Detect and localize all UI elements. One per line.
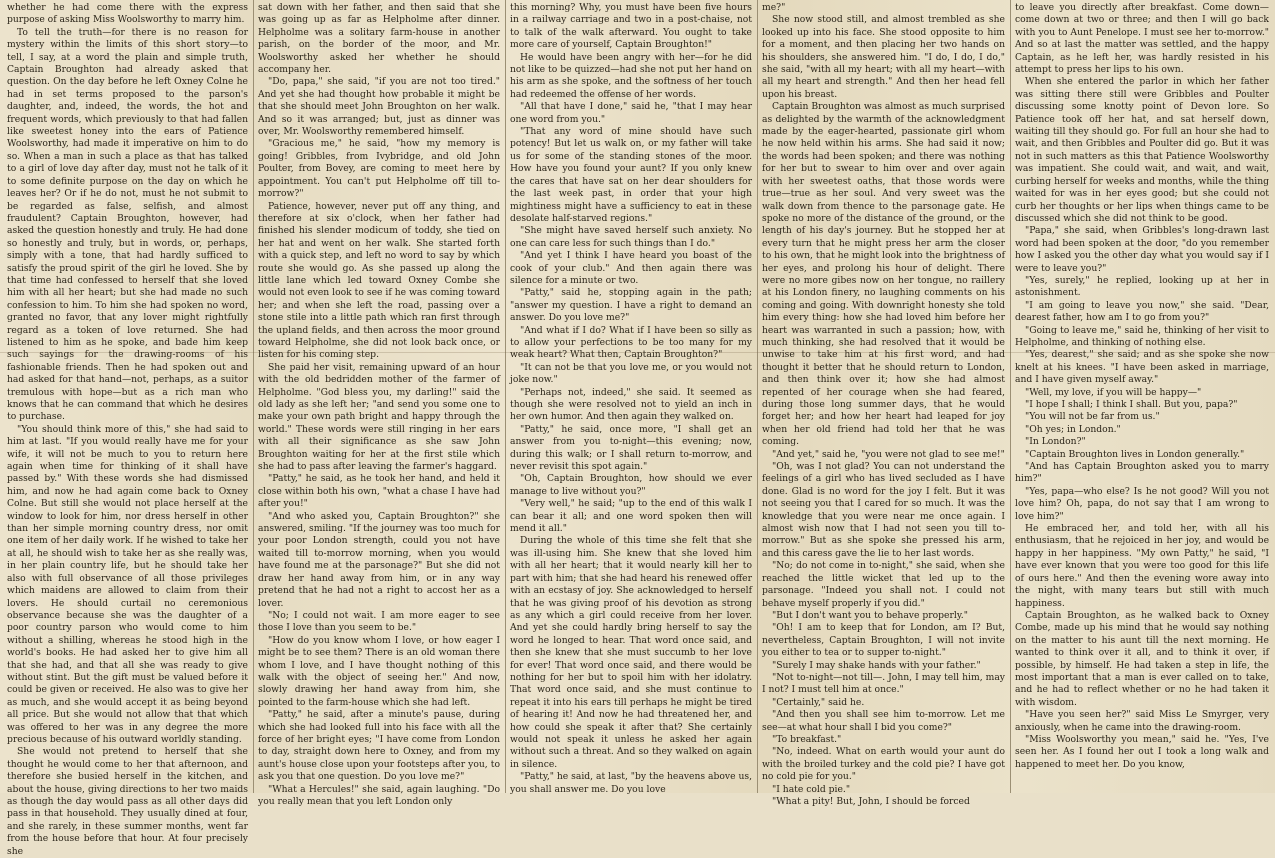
paragraph: "You will not be far from us." (1025, 411, 1160, 423)
paragraph: "Oh, was I not glad? You can not understand the feelings of a girl who has lived secluded as I have done. Glad is no word for the joy I felt. But it was not seeing you that I cared for so much. It was the knowledge that you were near me once again. I almost wish now that I had not seen you till to-morrow." But as she spoke she pressed his arm, and this caress gave the lie to her last words. (762, 461, 1005, 559)
paragraph: "Surely I may shake hands with your father." (772, 659, 981, 671)
paragraph: "Patty," he said, as he took her hand, and held it close within both his own, "what a chase I have had after you!" (258, 473, 500, 510)
paragraph: "And yet," said he, "you were not glad to see me!" (772, 448, 1005, 460)
paragraph: me?" (762, 2, 786, 13)
paragraph: He embraced her, and told her, with all his enthusiasm, that he rejoiced in her joy, and would be happy in her happiness. "My own Patty," he said, "I have ever known that you were too good for this life of ours here." And then the evening wore away into the night, with many tears but still with much happiness. (1015, 523, 1269, 609)
column-4 (759, 0, 1008, 807)
paragraph: "To breakfast." (772, 733, 842, 745)
paragraph: She would not pretend to herself that she thought he would come to her that afternoon, and therefore she busied herself in the kitchen, and about the house, giving directions to her two maids as though the day would pass as all other days did pass in that household. They usually dined at four, and she rarely, in these summer months, went far from the house before that hour. At four precisely she (7, 746, 248, 857)
paragraph: "Do, papa," she said, "if you are not too tired." And yet she had thought how probable it might be that she should meet John Broughton on her walk. And so it was arranged; but, just as dinner was over, Mr. Woolsworthy remembered himself. (258, 76, 500, 138)
paragraph: "And yet I think I have heard you boast of the cook of your club." And then again there was silence for a minute or two. (510, 250, 752, 286)
paragraph: "Well, my love, if you will be happy—" (1025, 386, 1202, 398)
column-2 (255, 0, 503, 807)
paragraph: "She might have saved herself such anxiety. No one can care less for such things than I do." (510, 225, 752, 249)
paragraph: "Not to-night—not till—. John, I may tell him, may I not? I must tell him at once." (762, 671, 1005, 696)
paragraph: Captain Broughton, as he walked back to Oxney Combe, made up his mind that he would say nothing on the matter to his aunt till the next morning. He wanted to think over it all, and to think it over, if possible, by himself. He had taken a step in life, the most important that a man is ever called on to take, and he had to reflect whether or no he had taken it with wisdom. (1015, 609, 1269, 708)
paragraph: "Papa," she said, when Gribbles's long-drawn last word had been spoken at the door, "do you remember how I asked you the other day what you would say if I were to leave you?" (1015, 225, 1269, 274)
paragraph: "I hope I shall; I think I shall. But you, papa?" (1025, 399, 1238, 410)
paragraph: "And has Captain Broughton asked you to marry him?" (1015, 461, 1269, 485)
paragraph: Captain Broughton was almost as much surprised as delighted by the warmth of the acknowledgment made by the eager-hearted, passionate girl whom he now held within his arms. She had said it now; the words had been spoken; and there was nothing for her but to swear to him over and over again with her sweetest oaths, that those words were true—true as her soul. And very sweet was the walk down from thence to the parsonage gate. He spoke no more of the distance of the ground, or the length of his day's journey. But he stopped her at every turn that he might press her arm the closer to his own, that he might look into the brightness of her eyes, and prolong his hour of delight. There were no more gibes now on her tongue, no raillery at his London finery, no laughing comments on his coming and going. With downright honesty she told him every thing: how she had loved him before her heart was warranted in such a passion; how, with much thinking, she had resolved that it would be unwise to take him at his first word, and had thought it better that he should return to London, and then think over it; how she had almost repented of her courage when she had feared, during those long summer days, that he would forget her; and how her heart had leaped for joy when her old friend had told her that he was coming. (762, 101, 1005, 448)
paragraph: She now stood still, and almost trembled as she looked up into his face. She stood opposite to him for a moment, and then placing her two hands on his shoulders, she answered him. "I do, I do, I do," she said, "with all my heart; with all my heart—with all my heart and strength." And then her head fell upon his breast. (762, 14, 1005, 100)
paragraph: "Certainly," said he. (772, 696, 865, 708)
paragraph: To tell the truth—for there is no reason for mystery within the limits of this short story—to tell, I say, at a word the plain and simple truth, Captain Broughton had already asked that question. On the day before he left Oxney Colne he had in set terms proposed to the parson's daughter, and, indeed, the words, the hot and frequent words, which previously to that had fallen like sweetest honey into the ears of Patience Woolsworthy, had made it imperative on him to do so. When a man in such a place as that has talked to a girl of love day after day, must not he talk of it to some definite purpose on the day on which he leaves her? Or if he do not, must he not submit to be regarded as false, selfish, and almost fraudulent? Captain Broughton, however, had asked the question honestly and truly. He had done so honestly and truly, but in words, or, perhaps, simply with a tone, that had hardly sufficed to satisfy the proud spirit of the girl he loved. She by that time had confessed to herself that she loved him with all her heart; but she had made no such confession to him. To him she had spoken no word, granted no favor, that any lover might rightfully regard as a token of love returned. She had listened to him as he spoke, and bade him keep such sayings for the drawing-rooms of his fashionable friends. Then he had spoken out and had asked for that hand—not, perhaps, as a suitor tremulous with hope—but as a rich man who knows that he can command that which he desires to purchase. (7, 26, 248, 423)
paragraph: She paid her visit, remaining upward of an hour with the old bedridden mother of the farmer of Helpholme. "God bless you, my darling!" said the old lady as she left her; "and send you some one to make your own path bright and happy through the world." These words were still ringing in her ears with all their significance as she saw John Broughton waiting for her at the first stile which she had to pass after leaving the farmer's haggard. (258, 361, 500, 473)
paragraph: "Oh yes; in London." (1025, 423, 1121, 435)
paragraph: "Patty," he said, once more, "I shall get an answer from you to-night—this evening; now, during this walk; or I shall return to-morrow, and never revisit this spot again." (510, 423, 752, 473)
paragraph: to leave you directly after breakfast. Come down—come down at two or three; and then I will go back with you to Aunt Penelope. I must see her to-morrow." And so at last the matter was settled, and the happy Captain, as he left her, was hardly resisted in his attempt to press her lips to his own. (1015, 2, 1269, 76)
column-1 (4, 0, 251, 857)
paragraph: "All that have I done," said he, "that I may hear one word from you." (510, 101, 752, 125)
paragraph: "I am going to leave you now," she said. "Dear, dearest father, how am I to go from you?" (1015, 299, 1269, 324)
paragraph: "In London?" (1025, 436, 1086, 448)
paragraph: He would have been angry with her—for he did not like to be quizzed—had she not put her hand on his arm as she spoke, and the softness of her touch had redeemed the offense of her words. (510, 51, 752, 100)
column-rule (505, 0, 506, 793)
paragraph: "Patty," he said, after a minute's pause, during which she had looked full into his face with all the force of her bright eyes; "I have come from London to day, straight down here to Oxney, and from my aunt's house close upon your footsteps after you, to ask you that one question. Do you love me?" (258, 709, 500, 783)
paragraph: whether he had come there with the express purpose of asking Miss Woolsworthy to marry him. (7, 2, 248, 26)
column-3 (507, 0, 755, 793)
paragraph: "Yes, papa—who else? Is he not good? Will you not love him? Oh, papa, do not say that I am wrong to love him?" (1015, 485, 1269, 522)
column-5 (1012, 0, 1272, 793)
paragraph: "Perhaps not, indeed," she said. It seemed as though she were resolved not to yield an inch in her own humor. And then again they walked on. (510, 386, 752, 423)
column-rule (1010, 0, 1011, 793)
paragraph: "Going to leave me," said he, thinking of her visit to Helpholme, and thinking of nothing else. (1015, 324, 1269, 348)
paragraph: "No; I could not wait. I am more eager to see those I love than you seem to be." (258, 609, 500, 634)
paragraph: "Miss Woolsworthy you mean," said he. "Yes, I've seen her. As I found her out I took a long walk and happened to meet her. Do you know, (1015, 733, 1269, 770)
paragraph: "You should think more of this," she had said to him at last. "If you would really have me for your wife, it will not be much to you to return here again when time for thinking of it shall have passed by." With these words she had dismissed him, and now he had again come back to Oxney Colne. But still she would not place herself at the window to look for him, nor dress herself in other than her simple morning country dress, nor omit one item of her daily work. If he wished to take her at all, he should wish to take her as she really was, in her plain country life, but he should take her also with full observance of all those privileges which maidens are allowed to claim from their lovers. He should curtail no ceremonious observance because she was the daughter of a poor country parson who would come to him without a shilling, whereas he stood high in the world's books. He had asked her to give him all that she had, and that all she was ready to give without stint. But the gift must be valued before it could be given or received. He also was to give her as much, and she would accept it as being beyond all price. But she would not allow that that which was offered to her was in any degree the more precious because of his outward worldly standing. (7, 423, 248, 745)
paragraph: "Oh! I am to keep that for London, am I? But, nevertheless, Captain Broughton, I will not invite you either to tea or to supper to-night." (762, 622, 1005, 659)
paragraph: "Yes, dearest," she said; and as she spoke she now knelt at his knees. "I have been asked in marriage, and I have given myself away." (1015, 349, 1269, 386)
paragraph: "Patty," he said, at last, "by the heavens above us, you shall answer me. Do you love (510, 771, 752, 795)
paragraph: "It can not be that you love me, or you would not joke now." (510, 361, 752, 386)
paragraph: "Oh, Captain Broughton, how should we ever manage to live without you?" (510, 473, 752, 497)
paragraph: "Gracious me," he said, "how my memory is going! Gribbles, from Ivybridge, and old John Poulter, from Bovey, are coming to meet here by appointment. You can't put Helpholme off till to-morrow?" (258, 138, 500, 200)
column-rule (253, 0, 254, 793)
paragraph: "Patty," said he, stopping again in the path; "answer my question. I have a right to demand an answer. Do you love me?" (510, 287, 752, 324)
paragraph: "What a pity! But, John, I should be forced (772, 796, 970, 807)
paragraph: Patience, however, never put off any thing, and therefore at six o'clock, when her father had finished his slender modicum of toddy, she tied on her hat and went on her walk. She started forth with a quick step, and left no word to say by which route she would go. As she passed up along the little lane which led toward Oxney Combe she would not even look to see if he was coming toward her; and when she left the road, passing over a stone stile into a little path which ran first through the upland fields, and then across the moor ground toward Helpholme, she did not look back once, or listen for his coming step. (258, 200, 500, 361)
paragraph: sat down with her father, and then said that she was going up as far as Helpholme after dinner. Helpholme was a solitary farm-house in another parish, on the border of the moor, and Mr. Woolsworthy asked her whether he should accompany her. (258, 2, 500, 76)
paragraph: "Yes, surely," he replied, looking up at her in astonishment. (1015, 274, 1269, 299)
paragraph: When she entered the parlor in which her father was sitting there still were Gribbles and Poulter discussing some knotty point of Devon lore. So Patience took off her hat, and sat herself down, waiting till they should go. For full an hour she had to wait, and then Gribbles and Poulter did go. But it was not in such matters as this that Patience Woolsworthy was impatient. She could wait, and wait, and wait, curbing herself for weeks and months, while the thing waited for was in her eyes good; but she could not curb her thoughts or her lips when things came to be discussed which she did not think to be good. (1015, 76, 1269, 224)
paragraph: "And who asked you, Captain Broughton?" she answered, smiling. "If the journey was too much for your poor London strength, could you not have waited till to-morrow morning, when you would have found me at the parsonage?" But she did not draw her hand away from him, or in any way pretend that he had not a right to accost her as a lover. (258, 510, 500, 609)
paper-fold (0, 352, 1275, 353)
paragraph: "Captain Broughton lives in London generally." (1025, 448, 1245, 460)
paragraph: "No, indeed. What on earth would your aunt do with the broiled turkey and the cold pie? I have got no cold pie for you." (762, 746, 1005, 783)
paragraph: "I hate cold pie." (772, 783, 851, 795)
paragraph: "How do you know whom I love, or how eager I might be to see them? There is an old woman there whom I love, and I have thought nothing of this walk with the object of seeing her." And now, slowly drawing her hand away from him, she pointed to the farm-house which she had left. (258, 634, 500, 708)
paragraph: "No; do not come in to-night," she said, when she reached the little wicket that led up to the parsonage. "Indeed you shall not. I could not behave myself properly if you did." (762, 560, 1005, 609)
paragraph: "And what if I do? What if I have been so silly as to allow your perfections to be too many for my weak heart? What then, Captain Broughton?" (510, 324, 752, 361)
paragraph: "Have you seen her?" said Miss Le Smyrger, very anxiously, when he came into the drawing-room. (1015, 709, 1269, 733)
paragraph: "But I don't want you to behave properly." (772, 609, 968, 621)
paragraph: During the whole of this time she felt that she was ill-using him. She knew that she loved him with all her heart; that it would nearly kill her to part with him; that she had heard his renewed offer with an ecstasy of joy. She acknowledged to herself that he was giving proof of his devotion as strong as any which a girl could receive from her lover. And yet she could hardly bring herself to say the word he longed to hear. That word once said, and then she knew that she must succumb to her love for ever! That word once said, and there would be nothing for her but to spoil him with her idolatry. That word once said, and she must continue to repeat it into his ears till perhaps he might be tired of hearing it! And now he had threatened her, and how could she speak it after that? She certainly would not speak it unless he asked her again without such a threat. And so they walked on again in silence. (510, 535, 752, 770)
column-rule (757, 0, 758, 793)
paragraph: "Very well," he said; "up to the end of this walk I can bear it all; and one word spoken then will mend it all." (510, 498, 752, 535)
paragraph: "What a Hercules!" she said, again laughing. "Do you really mean that you left London only (258, 783, 500, 807)
paragraph: this morning? Why, you must have been five hours in a railway carriage and two in a post-chaise, not to talk of the walk afterward. You ought to take more care of yourself, Captain Broughton!" (510, 2, 752, 51)
paragraph: "And then you shall see him to-morrow. Let me see—at what hour shall I bid you come?" (762, 709, 1005, 733)
paragraph: "That any word of mine should have such potency! But let us walk on, or my father will take us for some of the standing stones of the moor. How have you found your aunt? If you only knew the cares that have sat on her dear shoulders for the last week past, in order that your high mightiness might have a sufficiency to eat in these desolate half-starved regions." (510, 126, 752, 224)
